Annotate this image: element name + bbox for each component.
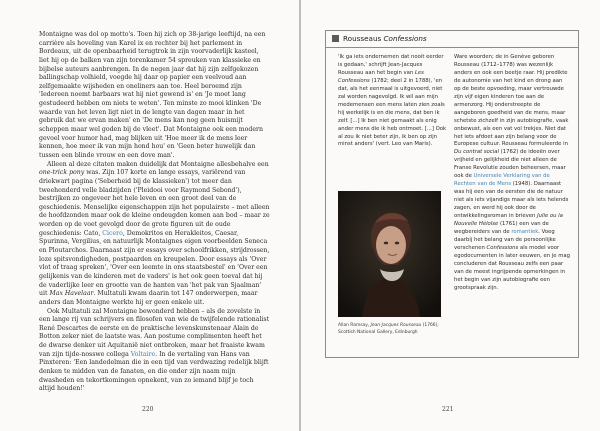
paragraph-crossref-link[interactable]: Voltaire bbox=[130, 350, 156, 358]
image-caption: Allan Ramsay, Jean-Jacques Rousseau (1766), Scottish National Gallery, Edinburgh bbox=[338, 323, 439, 335]
paragraph: Montaigne was dol op motto's. Toen hij zich op 38-jarige leeftijd, na een carrière als hoveling van Karel ix en rechter bij het parlement in Bordeaux, uit de openbaarheid terugtrok in zijn voorvaderlijk kasteel, liet hij op de balken van zijn torenkamer 54 spreuken van klassieke en bijbelse auteurs aanbrengen. In de negen jaar dat hij zijn zelfgekozen ballingschap volhield, voegde hij daar op papier een veelvoud aan zelfgemaakte wijsheden en oneliners aan toe. Heel beroemd zijn 'Iedereen noemt barbaars wat hij niet gewend is' en 'Je moet lang gestudeerd hebben om niets te weten'. Ten minste zo mooi klinken 'De waarde van het leven ligt niet in de lengte van dagen maar in het gebruik dat we ervan maken' en 'De mens kan nog geen huismijt scheppen maar wel goden bij de vleet'. Dat Montaigne ook een modern gevoel voor humor had, mag blijken uit 'Hoe meer ik de mens leer kennen, hoe meer ik van mijn hond hou' en 'Geen beter huwelijk dan tussen een blinde vrouw en een dove man'. bbox=[39, 31, 266, 159]
sidebar-paragraph: Ware woorden; de in Genève geboren Rousseau (1712–1778) was wezenlijk anders en ook een beetje raar. Hij predikte de autonomie van het kind en drong aan op de beste opvoeding, maar vertrouwde zijn vijf eigen kinderen toe aan de armenzorg. Hij onderstreepte de aangeboren goedheid van de mens, maar schetste zichzelf in zijn autobiografie, vaak onbewust, als een vat vol trekjes. Niet dat het iets afdoet aan zijn belang voor de Europese cultuur. Rousseau formuleerde in Du contrat social (1762) de ideeën over vrijheid en gelijkheid die niet alleen de Franse Revolutie zouden beheersen, maar ook de Universele Verklaring van de Rechten van de Mens (1948). Daarnaast was hij een van de eersten die de natuur niet als iets vijandigs maar als iets helends zagen, en werd hij ook door de ontwikkelingsroman in brieven Julie ou la Nouvelle Héloïse (1761) een van de wegbereiders van de romantiek. Voeg daarbij het belang van de persoonlijke verschenen Confessions als model voor egodocumenten in later eeuwen, en je mag concluderen dat Rousseau zelfs een paar van de meest ingrijpende opmerkingen in het begin van zijn autobiografie een grootspraak zijn. bbox=[454, 54, 570, 291]
body-text bbox=[39, 31, 270, 394]
sidebar-emphasis: Confessions bbox=[486, 244, 519, 251]
paragraph-crossref-link[interactable]: Cicero bbox=[102, 229, 123, 237]
sidebar-column-left bbox=[338, 54, 448, 149]
page-number: 221 bbox=[442, 406, 454, 413]
sidebar-emphasis: Les Confessions bbox=[338, 69, 424, 84]
sidebar-column-right bbox=[454, 54, 570, 293]
paragraph-emphasis: Max Havelaar bbox=[49, 290, 94, 298]
paragraph: Alleen al deze citaten maken duidelijk dat Montaigne allesbehalve een one-trick pony was. Zijn 107 korte en lange essays, variërend van driekwart pagina ('Seberheid bij de klassieken') tot meer dan tweehonderd velle bladzijden ('Pleidooi voor Raymond Sebond'), bestrijken zo ongeveer het hele leven en een groot deel van de geschiedenis. Menselijke eigenschappen zijn het populairste – met alleen de hoofdzonden maar ook de kleine ondeugden komen aan bod – maar ze worden op de voet gevolgd door de grote figuren uit de oude geschiedenis: Cato, Cicero, Demokritos en Herakleitos, Caesar, Spurinna, Vergilius, en natuurlijk Montaignes eigen voorbeelden Seneca en Ploutarchos. Daarnaast zijn er essays over schoolfrikken, strijdrossen, loze spitsvondigheden, postpaarden en kreupelen. Door essays als 'Over vlot of traag spreken', 'Over een leemte in ons staatsbestel' en 'Over een gelijkenis van de kinderen met de vaders' is het ook geen toeval dat hij de vaderlijke leer en grootte van de hanten van 'het pak van Sjaalman' uit Max Havelaar. Multatuli kwam daarin tot 147 onderwerpen, maar anders dan Montaigne werkte hij er geen enkele uit. bbox=[39, 160, 270, 306]
sidebar-emphasis: Julie ou la Nouvelle Héloïse bbox=[454, 213, 563, 228]
header-divider bbox=[326, 47, 578, 48]
sidebar-crossref-link[interactable]: romantiek bbox=[511, 228, 539, 235]
right-page bbox=[301, 0, 600, 431]
paragraph-emphasis: one-trick pony bbox=[39, 169, 85, 177]
sidebar-header bbox=[326, 31, 578, 47]
sidebar-box bbox=[325, 30, 579, 358]
caption-emphasis: Jean-Jacques Rousseau bbox=[370, 323, 422, 328]
rousseau-portrait-image bbox=[338, 191, 441, 317]
sidebar-emphasis: Du contrat social bbox=[454, 149, 499, 156]
page-number: 220 bbox=[142, 406, 154, 413]
sidebar-paragraph: 'Ik ga iets ondernemen dat nooit eerder is gedaan,' schrijft Jean-Jacques Rousseau aan het begin van Les Confessions (1782; deel 2 in 1788), 'en dat, als het eenmaal is uitgevoerd, niet zal worden nagevolgd. Ik wil aan mijn medemensen een mens laten zien zoals hij werkelijk is en die mens, dat ben ik zelf. [...] Ik ben niet gemaakt als enig ander mens die ik heb ontmoet. [...] Ook al zou ik niet beter zijn, ik ben op zijn minst anders' (vert. Leo van Maris). bbox=[338, 54, 447, 148]
sidebar-crossref-link[interactable]: Universele Verklaring van de Rechten van de Mens bbox=[454, 173, 550, 188]
paragraph: Ook Multatuli zal Montaigne bewonderd hebben – als de zovelste in een lange rij van schrijvers en filosofen van wie de twijfelende rationalist René Descartes de eerste en de praktische levenskunstenaar Alain de Botton zeker niet de laatste was. Aan postume complimenten heeft het de dwarse denker uit Aquitanië niet ontbroken, maar het fraaiste kwam van zijn tijde-nosswe collega Voltaire. In de vertaling van Hans van Pinxteren: 'Een landedelman die in een tijd van verdwazing redelijk blijft denken te midden van de fanaten, en die onder zijn naam mijn dwasheden en tekortkomingen opnekent, van zo iemand blijf je toch altijd houden!' bbox=[39, 307, 270, 393]
sidebar-title: Rousseaus Confessions bbox=[343, 34, 427, 43]
box-marker-icon bbox=[332, 35, 339, 42]
left-page bbox=[0, 0, 299, 431]
